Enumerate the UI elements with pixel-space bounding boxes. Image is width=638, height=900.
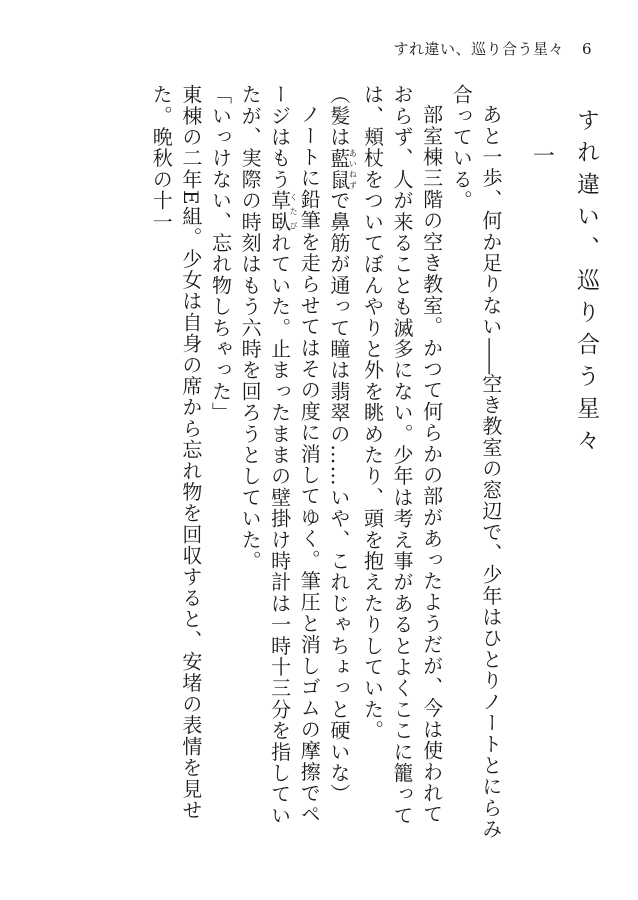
paragraph-5-dialogue: 「いっけない、忘れ物しちゃった」 [208,84,233,424]
paragraph-4-text-a: ノートに鉛筆を走らせてはその度に消してゆく。筆圧と消しゴムの摩擦でページはもう [267,84,322,825]
chapter-title: すれ違い、巡り合う星々 [573,108,599,460]
running-header [393,38,592,59]
paragraph-1-text-a: あと一歩、何か足りない [478,104,503,338]
paragraph-3-text-b: で鼻筋が通って瞳は翡翠の [326,190,351,445]
paragraph-1 [446,84,505,844]
ruby-ainezu-reading: あいねず [348,147,358,191]
running-title: すれ違い、巡り合う星々 [393,40,564,58]
ruby-kutabi-reading: くたび [289,190,299,233]
ruby-kutabi-base: 草臥 [267,190,292,233]
paragraph-6: 東棟の二年E組。少女は自身の席から忘れ物を回収すると、安堵の表情を見せた。晩秋の十一 [149,84,203,821]
page-number: 6 [581,40,592,58]
paragraph-4 [234,84,323,844]
ruby-ainezu-base: 藍鼠 [326,147,351,191]
paragraph-3 [323,84,357,844]
paragraph-2: 部室棟三階の空き教室。かつて何らかの部があったようだが、今は使われておらず、人が来ることも滅多にない。少年は考え事があるとよくここに籠っては、頬杖をついてぼんやりと外を眺めたり、頭を抱えたりしていた。 [360,84,444,826]
ruby-ainezu [326,147,358,191]
paragraph-3-text-c: いや、これじゃちょっと硬いな） [326,486,351,805]
section-number: 一 [529,144,555,168]
paragraph-3-text-a: （髪は [326,84,351,148]
em-dash: —— [478,337,503,374]
ellipsis: …… [326,444,351,487]
ruby-kutabi [267,190,299,233]
vertical-text-body [20,84,600,844]
paragraph-1-text-b: 空き教室の窓辺で、少年はひとりノートとにらみ合っている。 [449,84,503,840]
paragraph-4-text-b: れていた。止まったままの壁掛け時計は一時十三分を指していたが、実際の時刻はもう六時を回ろうとしていた。 [238,84,292,827]
